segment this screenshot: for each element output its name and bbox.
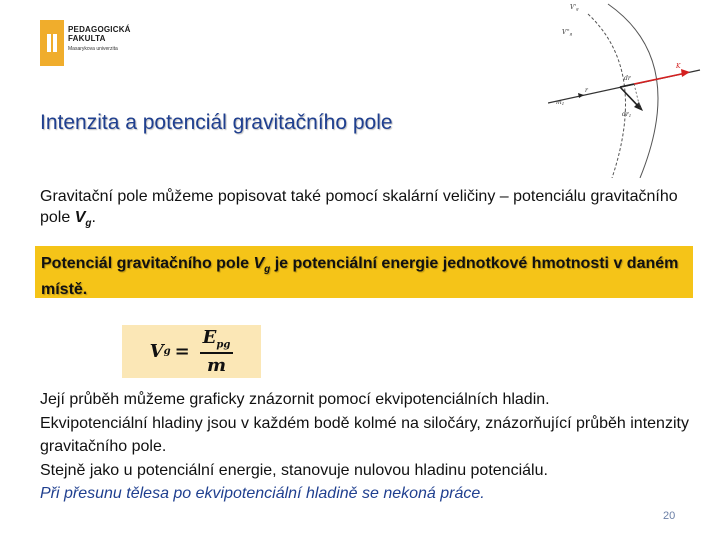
faculty-logo <box>40 20 131 68</box>
definition-after: je potenciální energie jednotkové hmotnosti v daném místě. <box>41 255 679 299</box>
body-line-4: Při přesunu tělesa po ekvipotenciální hladině se nekoná práce. <box>40 485 485 502</box>
logo-line2: FAKULTA <box>68 34 106 43</box>
formula-denominator: m <box>207 354 227 376</box>
label-vmid: V''g <box>562 29 573 36</box>
label-k: K <box>676 63 681 70</box>
logo-mark-icon <box>40 20 64 66</box>
intro-symbol-sub: g <box>85 218 92 230</box>
formula-lhs-sub: g <box>163 346 171 357</box>
logo-line3: Masarykova univerzita <box>68 46 118 52</box>
intro-text: Gravitační pole můžeme popisovat také pomocí skalární veličiny – potenciálu gravitačního pole <box>40 188 678 226</box>
definition-box <box>35 246 693 298</box>
label-vtop: V'g <box>570 4 579 11</box>
label-dr1: dr1 <box>622 111 632 118</box>
definition-symbol: V <box>253 255 265 272</box>
equipotential-diagram <box>548 0 720 178</box>
force-arrow <box>634 73 686 84</box>
formula-fraction <box>200 327 234 376</box>
formula-numerator: $E_{pg}$ <box>200 327 234 354</box>
formula-equals: = <box>174 341 190 362</box>
definition-before: Potenciál gravitačního pole <box>41 255 254 272</box>
intro-symbol: V <box>74 209 86 226</box>
potential-formula <box>122 325 261 378</box>
intro-paragraph <box>40 186 680 234</box>
formula-lhs: V <box>149 341 164 362</box>
definition-symbol-sub: g <box>264 264 271 276</box>
logo-line1: PEDAGOGICKÁ <box>68 25 131 34</box>
outer-equipotential-arc <box>608 4 658 178</box>
r-arrowhead-icon <box>578 93 584 98</box>
page-number: 20 <box>663 510 676 522</box>
body-line-2: Ekvipotenciální hladiny jsou v každém bodě kolmé na siločáry, znázorňující průběh intenzity gravitačního pole. <box>40 414 689 455</box>
body-line-3: Stejně jako u potenciální energie, stanovuje nulovou hladinu potenciálu. <box>40 461 548 479</box>
label-dr: dr <box>624 75 631 82</box>
dr-arrow <box>620 84 634 87</box>
inner-equipotential-arc <box>588 14 626 178</box>
label-m1: m1 <box>556 99 565 106</box>
slide-title: Intenzita a potenciál gravitačního pole <box>40 111 393 134</box>
body-text <box>40 388 700 506</box>
label-r: r <box>585 87 588 94</box>
body-line-1: Její průběh můžeme graficky znázornit pomocí ekvipotenciálních hladin. <box>40 391 550 408</box>
intro-end: . <box>91 209 96 226</box>
logo-text <box>68 25 131 54</box>
